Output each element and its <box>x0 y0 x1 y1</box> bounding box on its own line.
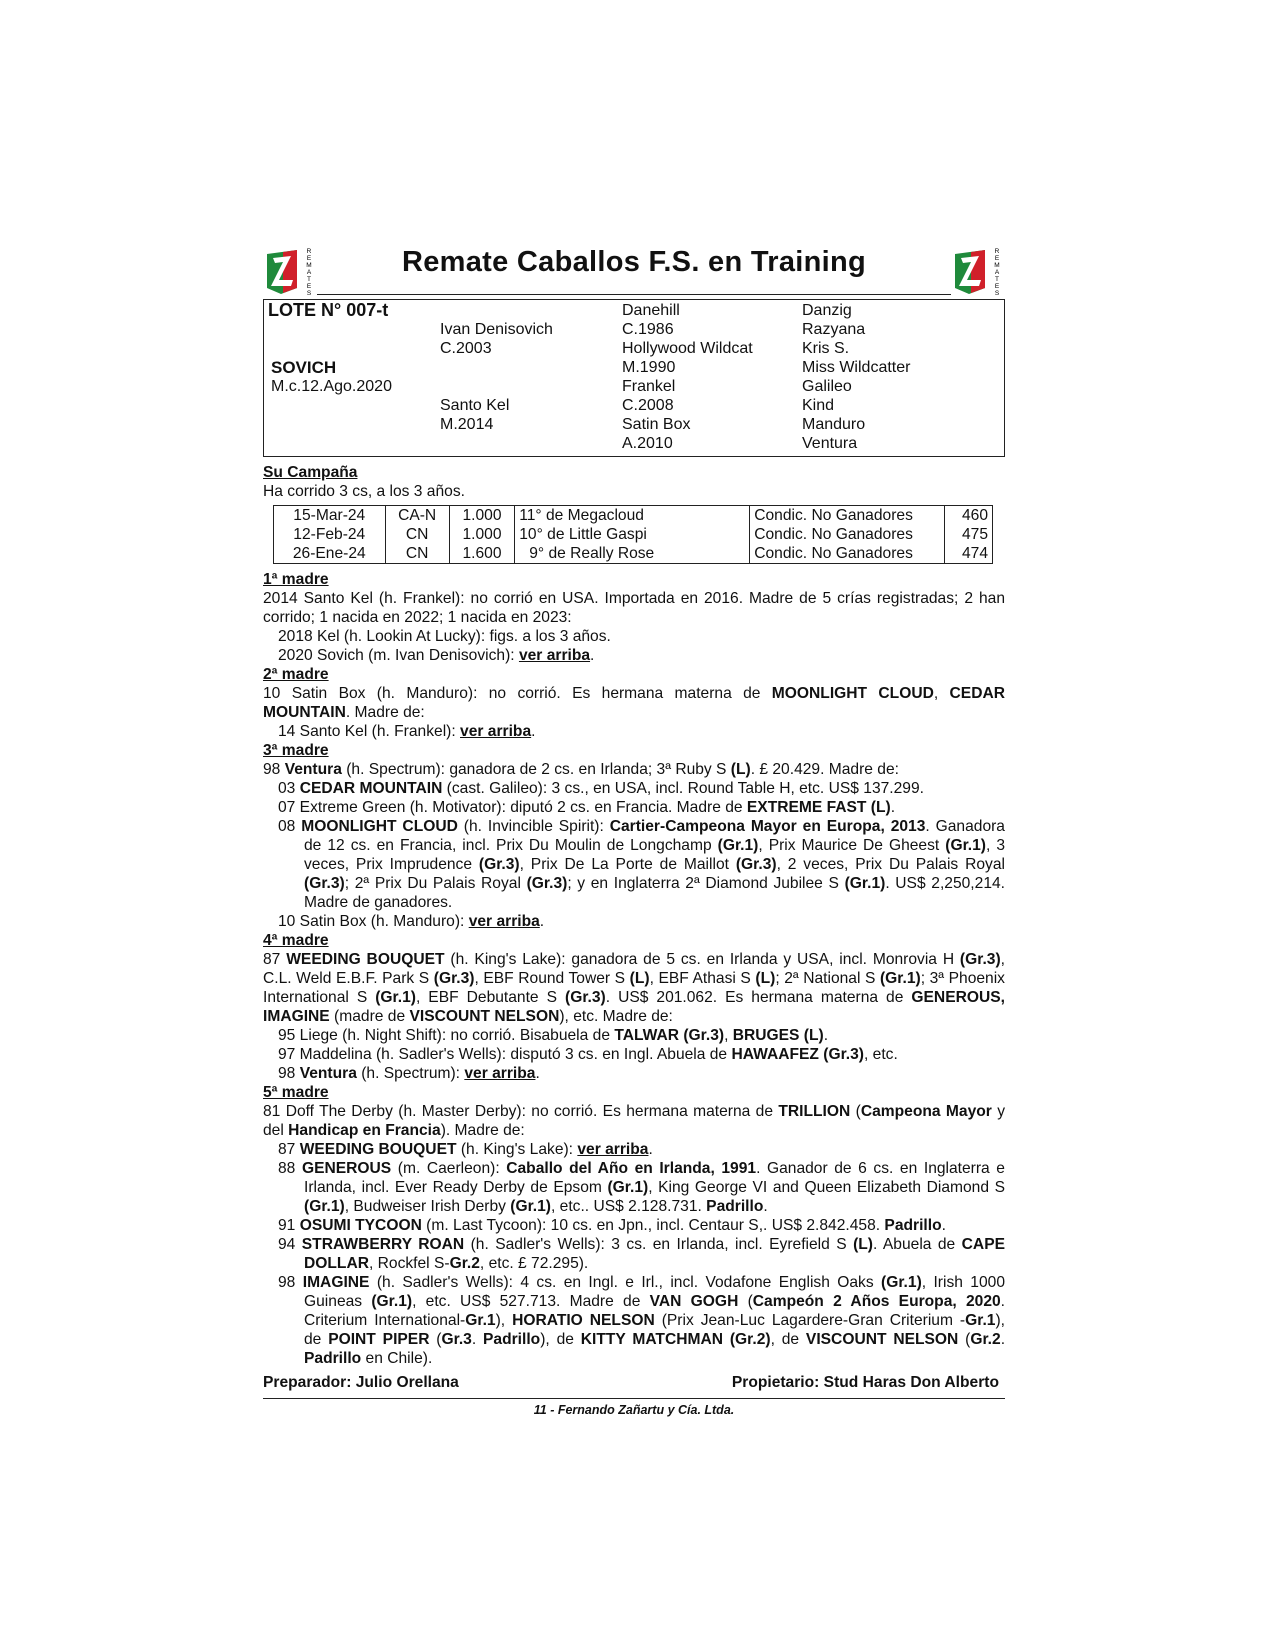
offspring-line: 94 STRAWBERRY ROAN (h. Sadler's Wells): 3 cs. en Irlanda, incl. Eyrefield S (L). Abuela de CAPE DOLLAR, Rockfel S-Gr.2, etc. £ 72.295). <box>278 1236 1005 1272</box>
campaign-section <box>263 463 1005 564</box>
table-row <box>274 506 993 526</box>
pedigree-gen3: Hollywood Wildcat <box>622 340 753 357</box>
offspring-line: 10 Satin Box (h. Manduro): ver arriba. <box>278 913 545 930</box>
offspring-line: 97 Maddelina (h. Sadler's Wells): disputó 3 cs. en Ingl. Abuela de HAWAAFEZ (Gr.3), etc. <box>278 1046 898 1063</box>
svg-text:T: T <box>995 276 999 283</box>
catalog-page <box>263 240 1005 1417</box>
title-underline <box>317 294 951 295</box>
fourth-dam-paragraph: 87 WEEDING BOUQUET (h. King's Lake): ganadora de 5 cs. en Irlanda y USA, incl. Monrovia H (Gr.3), C.L. Weld E.B.F. Park S (Gr.3), EBF Round Tower S (L), EBF Athasi S (L); 2ª National S (Gr.1); 3ª Phoenix International S (Gr.1), EBF Debutante S (Gr.3). US$ 201.062. Es hermana materna de GENEROUS, IMAGINE (madre de VISCOUNT NELSON), etc. Madre de: <box>263 951 1005 1025</box>
campaign-summary: Ha corrido 3 cs, a los 3 años. <box>263 483 465 500</box>
race-distance: 1.000 <box>449 525 514 544</box>
race-weight: 474 <box>945 544 993 564</box>
owner-label: Propietario: Stud Haras Don Alberto <box>731 1374 999 1391</box>
pedigree-gen4: Danzig <box>802 302 852 319</box>
table-row <box>274 525 993 544</box>
pedigree-gen4: Galileo <box>802 378 852 395</box>
page-title: Remate Caballos F.S. en Training <box>401 246 867 278</box>
svg-text:T: T <box>307 276 311 283</box>
offspring-line: 07 Extreme Green (h. Motivator): diputó 2 cs. en Francia. Madre de EXTREME FAST (L). <box>278 799 896 816</box>
page-header <box>263 240 1005 295</box>
campaign-heading: Su Campaña <box>263 464 358 481</box>
second-dam-section <box>263 665 1005 741</box>
svg-text:M: M <box>306 262 312 269</box>
race-date: 26-Ene-24 <box>274 544 386 564</box>
pedigree-gen4: Kris S. <box>802 340 850 357</box>
pedigree-gen4: Manduro <box>802 416 866 433</box>
lot-number: LOTE N° 007-t <box>268 300 389 320</box>
pedigree-gen3: Frankel <box>622 378 676 395</box>
race-weight: 475 <box>945 525 993 544</box>
race-date: 12-Feb-24 <box>274 525 386 544</box>
pedigree-gen4: Miss Wildcatter <box>802 359 911 376</box>
fifth-dam-paragraph: 81 Doff The Derby (h. Master Derby): no corrió. Es hermana materna de TRILLION (Campeona Mayor y del Handicap en Francia). Madre de: <box>263 1103 1005 1139</box>
offspring-line: 98 IMAGINE (h. Sadler's Wells): 4 cs. en Ingl. e Irl., incl. Vodafone English Oaks (Gr.1), Irish 1000 Guineas (Gr.1), etc. US$ 527.713. Madre de VAN GOGH (Campeón 2 Años Europa, 2020. Criterium International-Gr.1), HORATIO NELSON (Prix Jean-Luc Lagardere-Gran Criterium -Gr.1), de POINT PIPER (Gr.3. Padrillo), de KITTY MATCHMAN (Gr.2), de VISCOUNT NELSON (Gr.2. Padrillo en Chile). <box>278 1274 1006 1367</box>
race-condition: Condic. No Ganadores <box>750 525 945 544</box>
offspring-line: 91 OSUMI TYCOON (m. Last Tycoon): 10 cs. en Jpn., incl. Centaur S,. US$ 2.842.458. Padrillo. <box>278 1217 946 1234</box>
offspring-line: 2020 Sovich (m. Ivan Denisovich): ver arriba. <box>278 647 595 664</box>
svg-text:S: S <box>994 290 1000 296</box>
dam-info: M.2014 <box>440 416 494 433</box>
race-table <box>273 505 993 564</box>
fifth-dam-section <box>263 1083 1005 1368</box>
race-condition: Condic. No Ganadores <box>750 506 945 526</box>
svg-text:S: S <box>306 290 312 296</box>
offspring-line: 2018 Kel (h. Lookin At Lucky): figs. a los 3 años. <box>278 628 611 645</box>
footer-divider <box>263 1398 1005 1399</box>
sire-info: C.2003 <box>440 340 492 357</box>
remates-logo-left <box>263 244 317 296</box>
race-track: CN <box>385 525 449 544</box>
third-dam-paragraph: 98 Ventura (h. Spectrum): ganadora de 2 cs. en Irlanda; 3ª Ruby S (L). £ 20.429. Madre de: <box>263 761 899 778</box>
svg-text:A: A <box>306 269 312 276</box>
horse-name: SOVICH <box>271 358 337 377</box>
pedigree-gen3: A.2010 <box>622 435 673 452</box>
first-dam-section <box>263 570 1005 665</box>
pedigree-gen4: Kind <box>802 397 835 414</box>
see-above-link[interactable]: ver arriba <box>518 647 591 664</box>
fifth-dam-heading: 5ª madre <box>263 1084 329 1101</box>
fourth-dam-heading: 4ª madre <box>263 932 329 949</box>
third-dam-section <box>263 741 1005 931</box>
offspring-line: 87 WEEDING BOUQUET (h. King's Lake): ver arriba. <box>278 1141 653 1158</box>
race-distance: 1.600 <box>449 544 514 564</box>
second-dam-paragraph: 10 Satin Box (h. Manduro): no corrió. Es hermana materna de MOONLIGHT CLOUD, CEDAR MOUNTAIN. Madre de: <box>263 685 1005 721</box>
pedigree-box <box>263 299 1005 457</box>
svg-text:E: E <box>994 283 1000 290</box>
second-dam-heading: 2ª madre <box>263 666 329 683</box>
page-footer: 11 - Fernando Zañartu y Cía. Ltda. <box>533 1403 735 1417</box>
offspring-line: 14 Santo Kel (h. Frankel): ver arriba. <box>278 723 536 740</box>
svg-text:E: E <box>306 255 312 262</box>
sire-name: Ivan Denisovich <box>440 321 553 338</box>
offspring-line: 95 Liege (h. Night Shift): no corrió. Bisabuela de TALWAR (Gr.3), BRUGES (L). <box>278 1027 829 1044</box>
svg-text:R: R <box>994 248 1000 255</box>
remates-logo-right <box>951 244 1005 296</box>
third-dam-heading: 3ª madre <box>263 742 329 759</box>
credits-line <box>263 1374 1005 1392</box>
fourth-dam-section <box>263 931 1005 1083</box>
horse-info: M.c.12.Ago.2020 <box>271 378 392 395</box>
offspring-line: 88 GENEROUS (m. Caerleon): Caballo del Año en Irlanda, 1991. Ganador de 6 cs. en Inglaterra e Irlanda, incl. Ever Ready Derby de Epsom (Gr.1), King George VI and Queen Elizabeth Diamond S (Gr.1), Budweiser Irish Derby (Gr.1), etc.. US$ 2.128.731. Padrillo. <box>278 1160 1005 1215</box>
first-dam-heading: 1ª madre <box>263 571 329 588</box>
trainer-label: Preparador: Julio Orellana <box>263 1374 459 1391</box>
svg-text:A: A <box>994 269 1000 276</box>
race-condition: Condic. No Ganadores <box>750 544 945 564</box>
first-dam-paragraph: 2014 Santo Kel (h. Frankel): no corrió en USA. Importada en 2016. Madre de 5 crías registradas; 2 han corrido; 1 nacida en 2022; 1 nacida en 2023: <box>263 590 1005 626</box>
pedigree-gen3: C.1986 <box>622 321 674 338</box>
pedigree-gen3: Satin Box <box>622 416 691 433</box>
table-row <box>274 544 993 564</box>
dam-name: Santo Kel <box>440 397 510 414</box>
race-track: CN <box>385 544 449 564</box>
see-above-link[interactable]: ver arriba <box>464 1065 536 1082</box>
race-result: 10° de Little Gaspi <box>515 525 750 544</box>
see-above-link[interactable]: ver arriba <box>577 1141 649 1158</box>
race-date: 15-Mar-24 <box>274 506 386 526</box>
svg-text:R: R <box>306 248 312 255</box>
pedigree-gen4: Razyana <box>802 321 866 338</box>
pedigree-gen3: M.1990 <box>622 359 676 376</box>
svg-text:E: E <box>994 255 1000 262</box>
pedigree-gen3: C.2008 <box>622 397 674 414</box>
offspring-line: 03 CEDAR MOUNTAIN (cast. Galileo): 3 cs., en USA, incl. Round Table H, etc. US$ 137.299. <box>278 780 924 797</box>
offspring-line: 08 MOONLIGHT CLOUD (h. Invincible Spirit): Cartier-Campeona Mayor en Europa, 2013. Ganadora de 12 cs. en Francia, incl. Prix Du Moulin de Longchamp (Gr.1), Prix Maurice De Gheest (Gr.1), 3 veces, Prix Imprudence (Gr.3), Prix De La Porte de Maillot (Gr.3), 2 veces, Prix Du Palais Royal (Gr.3); 2ª Prix Du Palais Royal (Gr.3); y en Inglaterra 2ª Diamond Jubilee S (Gr.1). US$ 2,250,214. Madre de ganadores. <box>278 818 1005 911</box>
offspring-line: 98 Ventura (h. Spectrum): ver arriba. <box>278 1065 540 1082</box>
svg-text:E: E <box>306 283 312 290</box>
see-above-link[interactable]: ver arriba <box>468 913 540 930</box>
race-result: 9° de Really Rose <box>515 544 750 564</box>
race-result: 11° de Megacloud <box>515 506 750 526</box>
pedigree-gen4: Ventura <box>802 435 858 452</box>
race-track: CA-N <box>385 506 449 526</box>
race-weight: 460 <box>945 506 993 526</box>
svg-text:M: M <box>994 262 1000 269</box>
pedigree-gen3: Danehill <box>622 302 680 319</box>
see-above-link[interactable]: ver arriba <box>460 723 532 740</box>
race-distance: 1.000 <box>449 506 514 526</box>
